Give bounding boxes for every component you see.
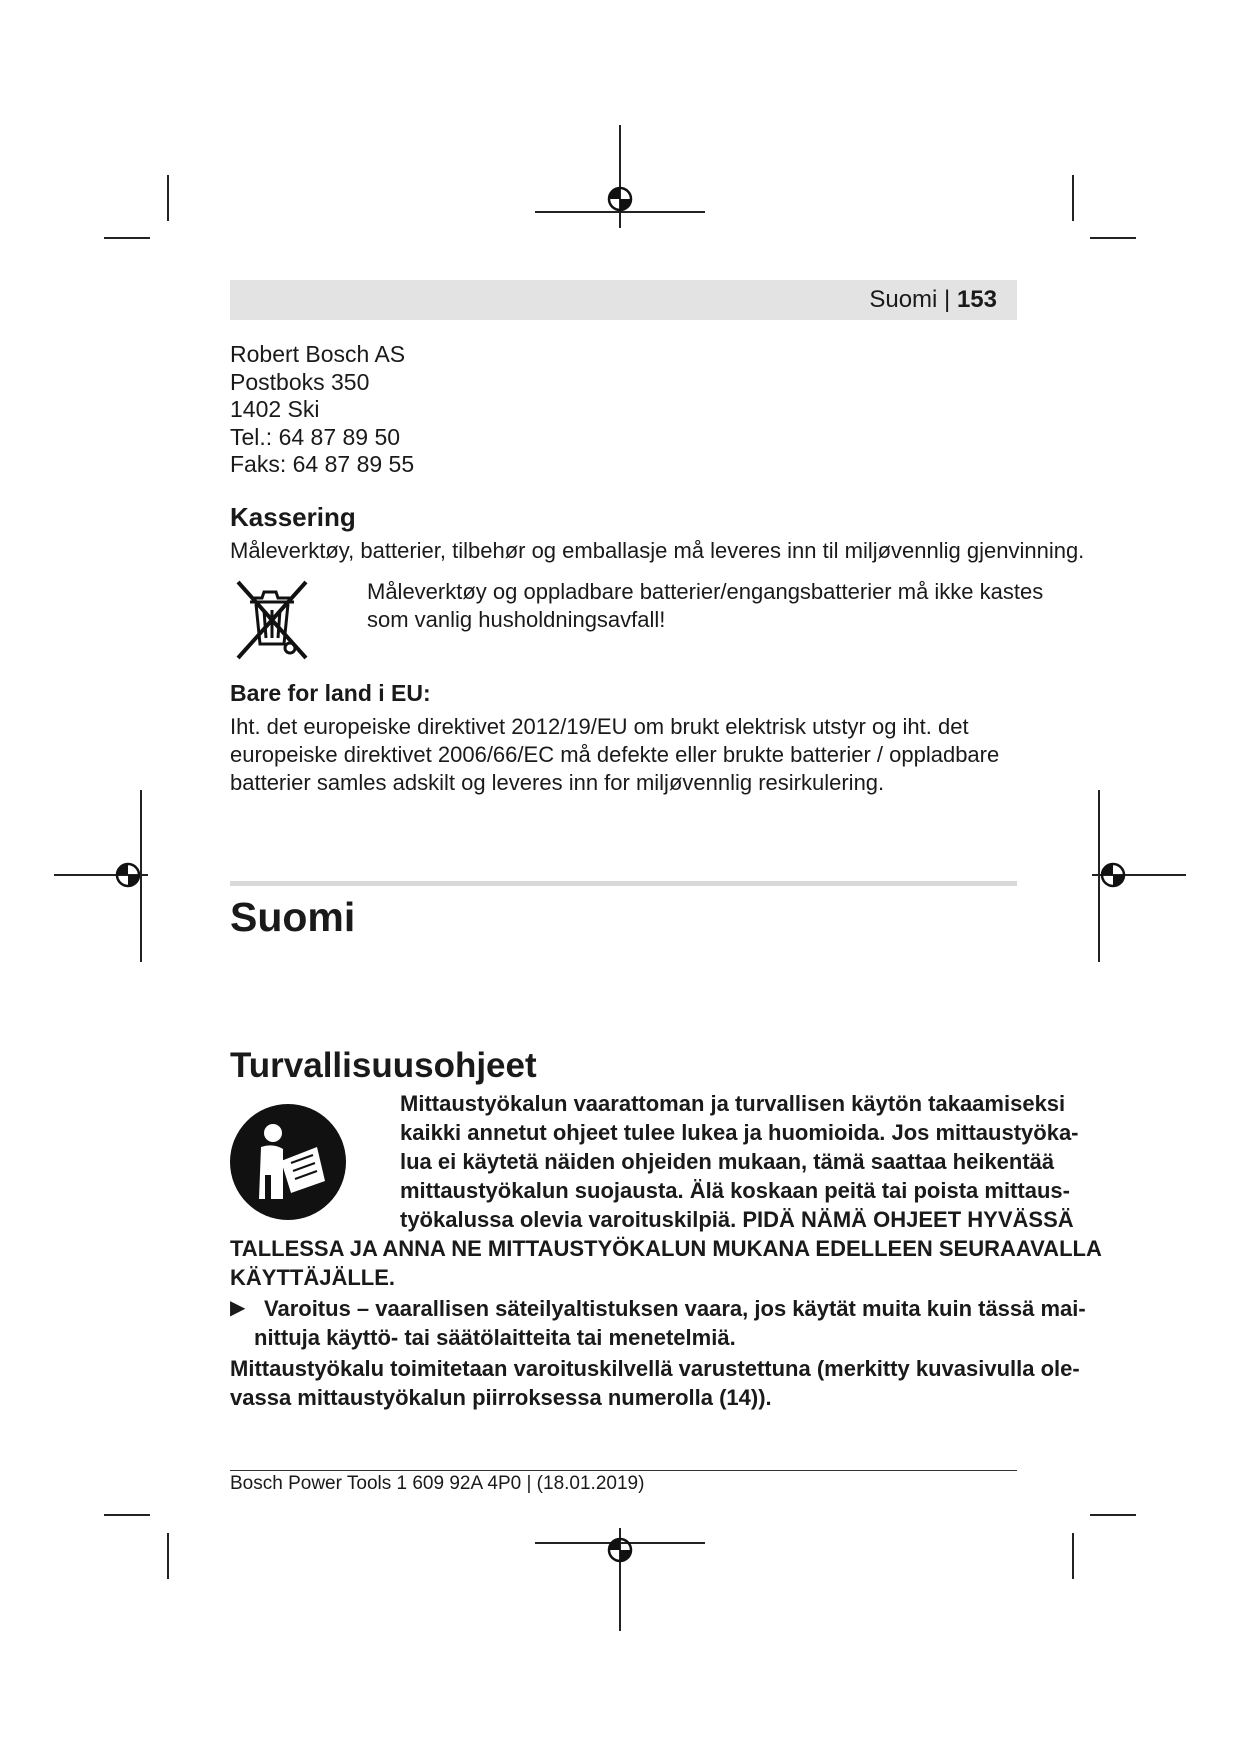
eu-line: Iht. det europeiske direktivet 2012/19/EU om brukt elektrisk utstyr og iht. det [230,714,969,739]
address-line: Tel.: 64 87 89 50 [230,423,401,450]
address-line: Robert Bosch AS [230,341,406,367]
read-manual-icon [229,1103,347,1221]
disposal-heading: Kassering [230,502,356,532]
address-line: Postboks 350 [230,368,370,395]
page-number: 153 [956,286,997,313]
closing-line: Mittaustyökalu toimitetaan varoituskilvellä varustettuna (merkitty kuvasivulla ole- [230,1356,1080,1381]
header-page-label [869,286,997,314]
eu-heading: Bare for land i EU: [230,680,431,706]
registration-target-icon [1096,858,1130,892]
header-section: Suomi [869,286,938,313]
safety-intro-line: työkalussa olevia varoituskilpiä. PIDÄ NÄMÄ OHJEET HYVÄSSÄ [400,1207,1074,1232]
registration-target-icon [111,858,145,892]
safety-full-line: TALLESSA JA ANNA NE MITTAUSTYÖKALUN MUKANA EDELLEEN SEURAAVALLA [230,1236,1102,1261]
safety-intro-line: kaikki annetut ohjeet tulee lukea ja huomioida. Jos mittaustyöka- [400,1120,1079,1145]
disposal-intro: Måleverktøy, batterier, tilbehør og emballasje må leveres inn til miljøvennlig gjenvinning. [230,538,1085,563]
eu-line: batterier samles adskilt og leveres inn for miljøvennlig resirkulering. [230,770,885,795]
crossed-out-bin-icon [232,578,312,662]
safety-heading: Turvallisuusohjeet [230,1046,537,1085]
header-separator: | [944,286,951,313]
footer-text: Bosch Power Tools 1 609 92A 4P0 | (18.01.2019) [230,1473,645,1494]
bullet-triangle-icon: ▶ [230,1297,246,1319]
bin-note-line: som vanlig husholdningsavfall! [367,607,666,632]
registration-target-icon [603,1533,637,1567]
safety-intro-line: mittaustyökalun suojausta. Älä koskaan peitä tai poista mittaus- [400,1178,1070,1203]
warning-bullet-line: Varoitus – vaarallisen säteilyaltistuksen vaara, jos käytät muita kuin tässä mai- [264,1296,1086,1321]
page-header [230,280,1017,320]
registration-target-icon [603,182,637,216]
address-line: Faks: 64 87 89 55 [230,451,415,477]
safety-intro-line: Mittaustyökalun vaarattoman ja turvallisen käytön takaamiseksi [400,1091,1066,1116]
address-block [230,341,414,479]
bin-note-line: Måleverktøy og oppladbare batterier/engangsbatterier må ikke kastes [367,579,1044,604]
safety-full-line: KÄYTTÄJÄLLE. [230,1265,395,1290]
closing-line: vassa mittaustyökalun piirroksessa numerolla (14)). [230,1385,772,1410]
safety-intro-line: lua ei käytetä näiden ohjeiden mukaan, tämä saattaa heikentää [400,1149,1055,1174]
bin-note [367,578,1043,634]
warning-bullet-line: nittuja käyttö- tai säätölaitteita tai menetelmiä. [254,1325,736,1350]
eu-line: europeiske direktivet 2006/66/EC må defekte eller brukte batterier / oppladbare [230,742,1000,767]
section-title: Suomi [230,894,356,940]
footer-divider [230,1470,1017,1471]
eu-paragraph [230,713,999,797]
section-divider [230,881,1017,886]
address-line: 1402 Ski [230,396,320,422]
